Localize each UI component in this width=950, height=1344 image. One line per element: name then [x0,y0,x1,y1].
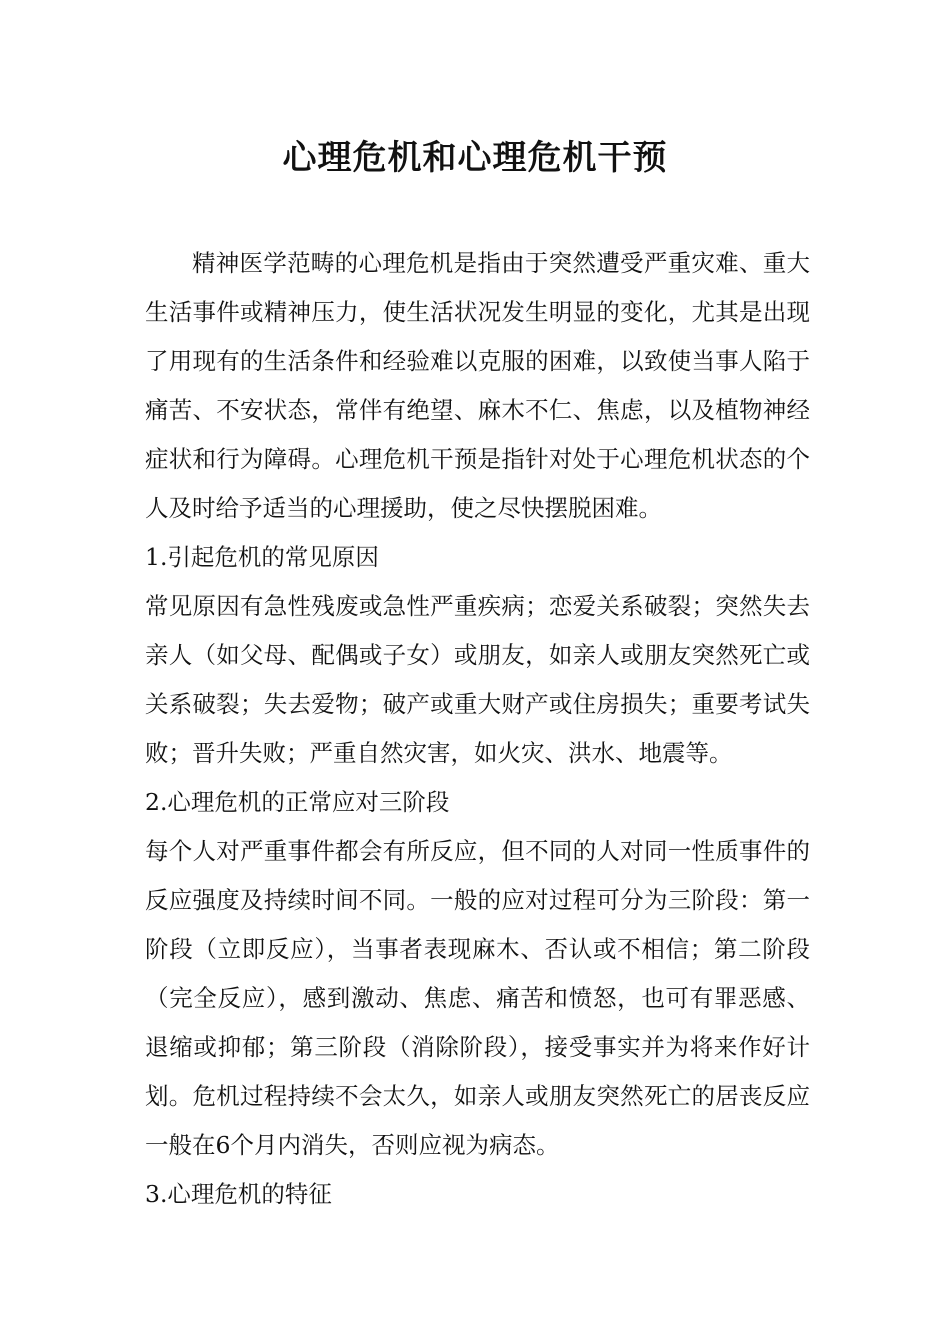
section-heading: 2.心理危机的正常应对三阶段 [145,788,450,816]
intro-paragraph: 精神医学范畴的心理危机是指由于突然遭受严重灾难、重大生活事件或精神压力，使生活状况发生明显的变化，尤其是出现了用现有的生活条件和经验难以克服的困难，以致使当事人陷于痛苦、不安状态，常伴有绝望、麻木不仁、焦虑，以及植物神经症状和行为障碍。心理危机干预是指针对处于心理危机状态的个人及时给予适当的心理援助，使之尽快摆脱困难。 [145,249,810,522]
section-paragraph: 每个人对严重事件都会有所反应，但不同的人对同一性质事件的反应强度及持续时间不同。一般的应对过程可分为三阶段：第一阶段（立即反应），当事者表现麻木、否认或不相信；第二阶段（完全反应），感到激动、焦虑、痛苦和愤怒，也可有罪恶感、退缩或抑郁；第三阶段（消除阶段），接受事实并为将来作好计划。危机过程持续不会太久，如亲人或朋友突然死亡的居丧反应一般在6个月内消失，否则应视为病态。 [145,837,810,1159]
section-paragraph: 常见原因有急性残废或急性严重疾病；恋爱关系破裂；突然失去亲人（如父母、配偶或子女）或朋友，如亲人或朋友突然死亡或关系破裂；失去爱物；破产或重大财产或住房损失；重要考试失败；晋升失败；严重自然灾害，如火灾、洪水、地震等。 [145,592,810,767]
section-heading: 3.心理危机的特征 [145,1180,332,1208]
document-body [145,239,810,1219]
document-title: 心理危机和心理危机干预 [282,137,668,178]
section-causes [145,533,810,778]
section-stages [145,778,810,1170]
section-heading: 1.引起危机的常见原因 [145,543,379,571]
section-features [145,1170,810,1219]
